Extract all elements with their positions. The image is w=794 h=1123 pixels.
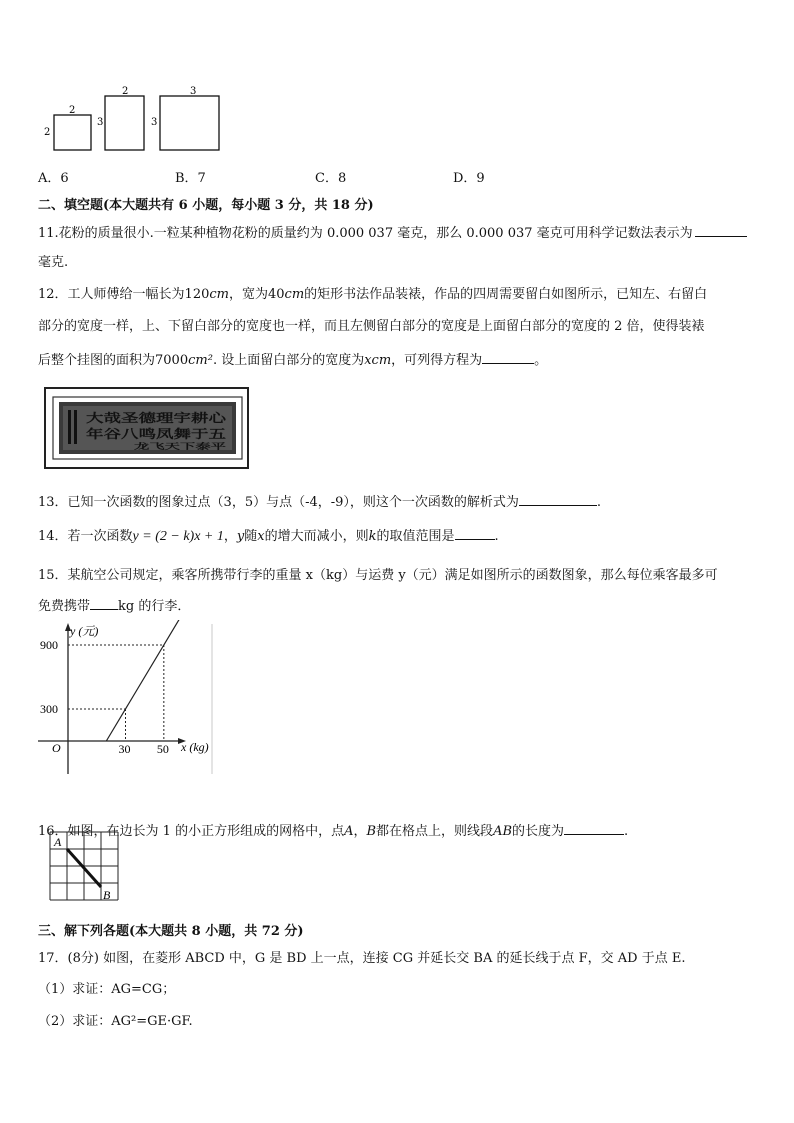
q12-line2: 部分的宽度一样，上、下留白部分的宽度也一样，而且左侧留白部分的宽度是上面留白部分的宽度的 2 倍，使得装裱 bbox=[38, 319, 705, 334]
q12-unit-cm-2: cm bbox=[284, 287, 305, 302]
calligraphy-line-2: 年谷八鸣凤舞于五 bbox=[86, 427, 183, 441]
q16-point-a: A bbox=[344, 824, 354, 839]
q12-answer-blank bbox=[482, 351, 534, 364]
grid-label-a: A bbox=[54, 835, 62, 849]
q13-end: . bbox=[596, 495, 602, 510]
q17-part1: （1）求证：AG=CG； bbox=[38, 982, 176, 997]
square-2x2-side-label: 2 bbox=[44, 127, 51, 138]
square-2x2-top-label: 2 bbox=[69, 105, 76, 116]
q12-end: 。 bbox=[534, 353, 548, 368]
q16-text-c: 都在格点上，则线段 bbox=[376, 824, 494, 839]
q12-text-c: 的矩形书法作品装裱，作品的四周需要留白如图所示，已知左、右留白 bbox=[304, 287, 708, 302]
q14-line bbox=[38, 525, 499, 545]
q12-line3 bbox=[38, 349, 547, 368]
rect-2x3-top-label: 2 bbox=[122, 86, 129, 97]
q15-text-a: 免费携带 bbox=[38, 599, 91, 614]
q12-text-a: 12．工人师傅给一幅长为 bbox=[38, 287, 185, 302]
q11-line2: 毫克. bbox=[38, 255, 69, 270]
q13-answer-blank bbox=[519, 493, 597, 506]
q15-text-b: kg 的行李． bbox=[118, 599, 191, 614]
q12-width-value: 40 bbox=[268, 287, 285, 302]
q12-text-d: 后整个挂图的面积为 bbox=[38, 353, 156, 368]
calligraphy-line-3: 龙飞天下泰平 bbox=[134, 441, 226, 451]
q13-line bbox=[38, 491, 601, 510]
q16-segment-ab: AB bbox=[493, 824, 513, 839]
q12-text-f: ，可列得方程为 bbox=[391, 353, 483, 368]
x-tick-30: 30 bbox=[118, 742, 131, 756]
q14-var-y: y bbox=[236, 529, 245, 544]
q11-answer-blank bbox=[695, 224, 747, 237]
origin-label: O bbox=[52, 741, 61, 755]
q14-answer-blank bbox=[455, 527, 495, 540]
y-axis-label: y (元) bbox=[70, 624, 99, 638]
q16-text-a: 16．如图，在边长为 1 的小正方形组成的网格中，点 bbox=[38, 824, 345, 839]
q14-text-d: 的增大而减小，则 bbox=[264, 529, 369, 544]
q16-text-b: ， bbox=[353, 824, 367, 839]
rect-2x3-side-label: 3 bbox=[97, 117, 104, 128]
x-axis-label: x (kg) bbox=[181, 740, 209, 754]
q12-text-e: . 设上面留白部分的宽度为 bbox=[212, 353, 365, 368]
rect-2x3 bbox=[105, 96, 144, 150]
q14-end: . bbox=[494, 529, 499, 544]
q11-text: 11.花粉的质量很小.一粒某种植物花粉的质量约为 0.000 037 毫克，那么 0.000 037 毫克可用科学记数法表示为 bbox=[38, 226, 693, 241]
y-tick-300: 300 bbox=[40, 702, 58, 716]
square-3x3-side-label: 3 bbox=[151, 117, 158, 128]
q14-text-b: ， bbox=[223, 529, 237, 544]
grid-figure bbox=[48, 829, 128, 903]
q12-text-b: ，宽为 bbox=[228, 287, 268, 302]
y-tick-900: 900 bbox=[40, 638, 58, 652]
option-b: B．7 bbox=[175, 171, 206, 186]
section-3-heading: 三、解下列各题(本大题共 8 小题，共 72 分) bbox=[38, 924, 304, 939]
q14-text-e: 的取值范围是 bbox=[376, 529, 455, 544]
option-c: C．8 bbox=[315, 171, 347, 186]
q17-line1: 17．(8分) 如图，在菱形 ABCD 中，G 是 BD 上一点，连接 CG 并延长交 BA 的延长线于点 F，交 AD 于点 E. bbox=[38, 951, 686, 966]
q14-var-x: x bbox=[257, 529, 265, 544]
section-2-heading: 二、填空题(本大题共有 6 小题，每小题 3 分，共 18 分) bbox=[38, 198, 374, 213]
q16-point-b: B bbox=[366, 824, 377, 839]
option-a: A．6 bbox=[38, 171, 69, 186]
q12-var-xcm: xcm bbox=[364, 353, 392, 368]
q12-unit-cm: cm bbox=[209, 287, 229, 302]
q16-text-d: 的长度为 bbox=[512, 824, 565, 839]
option-d: D．9 bbox=[453, 171, 485, 186]
series-line-y bbox=[106, 620, 179, 741]
q12-unit-cm2: cm² bbox=[188, 353, 213, 368]
x-tick-50: 50 bbox=[156, 742, 169, 756]
q14-text-c: 随 bbox=[244, 529, 258, 544]
q16-end: . bbox=[624, 824, 629, 839]
calligraphy-line-1: 大哉圣德理宇耕心 bbox=[86, 411, 183, 425]
q12-length-value: 120 bbox=[184, 287, 210, 302]
q16-answer-blank bbox=[564, 822, 624, 835]
q17-part2: （2）求证：AG²=GE·GF. bbox=[38, 1014, 193, 1029]
square-2x2 bbox=[54, 115, 91, 150]
rectangles-figure bbox=[38, 84, 238, 154]
q15-answer-blank bbox=[90, 597, 118, 610]
q12-line1 bbox=[38, 283, 707, 302]
q13-text: 13．已知一次函数的图象过点（3，5）与点（-4，-9），则这个一次函数的解析式为 bbox=[38, 495, 519, 510]
q15-line1: 15．某航空公司规定，乘客所携带行李的重量 x（kg）与运费 y（元）满足如图所示的函数图象，那么每位乘客最多可 bbox=[38, 568, 718, 583]
q12-area-value: 7000 bbox=[155, 353, 189, 368]
luggage-fee-chart bbox=[36, 620, 218, 776]
q14-formula: y = (2 − k)x + 1 bbox=[132, 529, 224, 544]
calligraphy-frame bbox=[44, 387, 250, 471]
grid-label-b: B bbox=[103, 888, 111, 902]
square-3x3 bbox=[160, 96, 219, 150]
q15-line2 bbox=[38, 595, 190, 614]
square-3x3-top-label: 3 bbox=[190, 86, 197, 97]
q14-text-a: 14．若一次函数 bbox=[38, 529, 133, 544]
q11-line1 bbox=[38, 222, 747, 241]
q14-var-k: k bbox=[368, 529, 377, 544]
